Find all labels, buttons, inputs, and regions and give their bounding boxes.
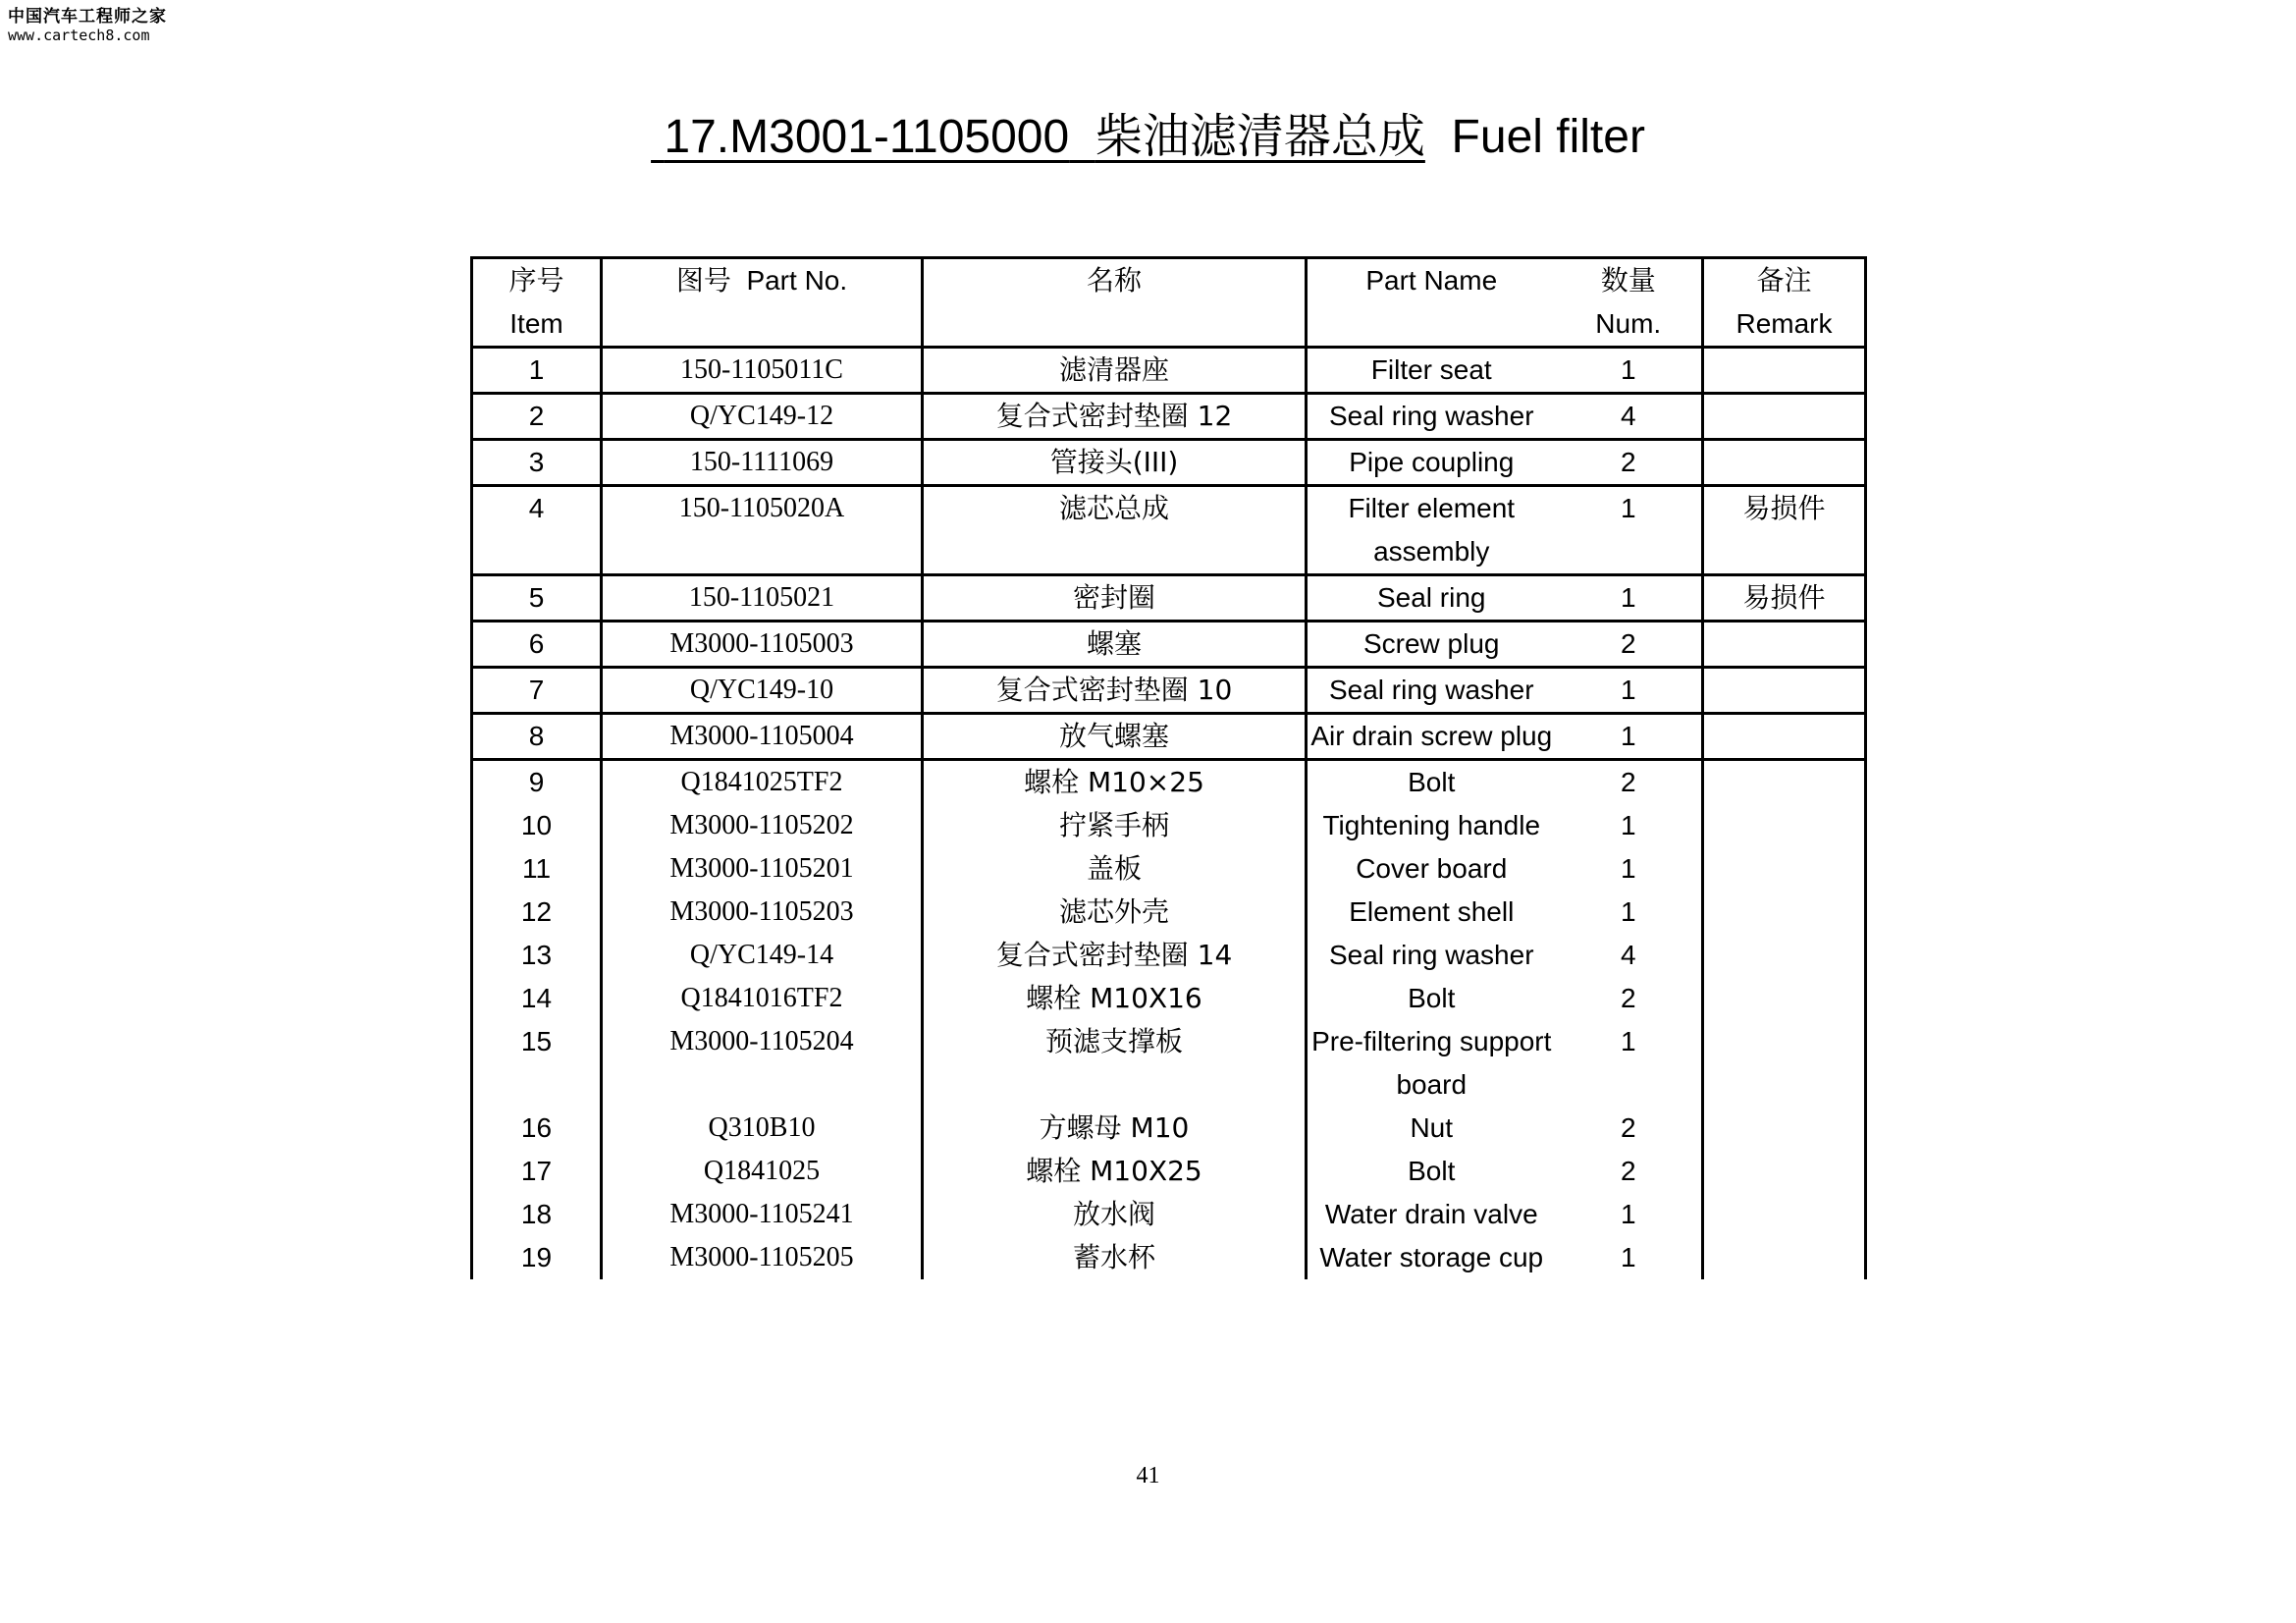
cell-item: 8 [472,714,602,760]
cell-item: 14 [472,977,602,1020]
cell-num: 1 [1556,486,1703,575]
cell-remark [1703,760,1866,805]
watermark-url: www.cartech8.com [8,26,150,44]
cell-name-cn: 螺塞 [923,622,1307,668]
cell-remark [1703,1150,1866,1193]
cell-num: 1 [1556,847,1703,891]
header-partno-en: Part No. [746,265,848,296]
cell-num: 1 [1556,348,1703,394]
header-name-cn-label: 名称 [1086,264,1142,297]
cell-part-no: Q1841016TF2 [602,977,923,1020]
cell-item: 6 [472,622,602,668]
cell-part-name: Water drain valve [1307,1193,1556,1236]
cell-remark [1703,440,1866,486]
cell-name-cn: 复合式密封垫圈 14 [923,934,1307,977]
cell-part-name: Filter seat [1307,348,1556,394]
watermark-cn: 中国汽车工程师之家 [8,7,167,27]
header-part-name [1307,258,1556,348]
cell-name-cn: 螺栓 M10X25 [923,1150,1307,1193]
cell-part-name: Element shell [1307,891,1556,934]
cell-part-name: Nut [1307,1107,1556,1150]
cell-part-name: Tightening handle [1307,804,1556,847]
table-row [472,891,1866,934]
header-item-cn: 序号 [508,264,564,297]
table-row [472,714,1866,760]
cell-remark [1703,348,1866,394]
cell-remark [1703,847,1866,891]
cell-part-no: Q/YC149-14 [602,934,923,977]
cell-part-no: 150-1111069 [602,440,923,486]
table-row [472,348,1866,394]
cell-part-name: Seal ring washer [1307,668,1556,714]
cell-part-name: Seal ring [1307,575,1556,622]
table-header-row [472,258,1866,348]
cell-num: 1 [1556,1193,1703,1236]
cell-part-no: M3000-1105201 [602,847,923,891]
cell-item: 15 [472,1020,602,1107]
cell-name-cn: 滤芯外壳 [923,891,1307,934]
header-remark [1703,258,1866,348]
cell-num: 2 [1556,1107,1703,1150]
cell-num: 1 [1556,1236,1703,1279]
header-remark-en: Remark [1735,308,1833,339]
cell-remark [1703,622,1866,668]
cell-num: 1 [1556,891,1703,934]
cell-num: 2 [1556,1150,1703,1193]
cell-name-cn: 滤清器座 [923,348,1307,394]
header-partname-en: Part Name [1365,265,1498,296]
cell-remark [1703,1107,1866,1150]
cell-item: 1 [472,348,602,394]
cell-item: 5 [472,575,602,622]
cell-item: 11 [472,847,602,891]
cell-item: 17 [472,1150,602,1193]
cell-item: 18 [472,1193,602,1236]
header-name-cn [923,258,1307,348]
header-num-cn: 数量 [1600,264,1656,297]
cell-num: 4 [1556,394,1703,440]
cell-part-name: Bolt [1307,760,1556,805]
table-row [472,977,1866,1020]
cell-name-cn: 预滤支撑板 [923,1020,1307,1107]
cell-remark [1703,804,1866,847]
cell-name-cn: 盖板 [923,847,1307,891]
table-row [472,1193,1866,1236]
table-row [472,668,1866,714]
cell-name-cn: 放气螺塞 [923,714,1307,760]
header-part-no [602,258,923,348]
cell-num: 1 [1556,1020,1703,1107]
cell-part-name: Filter element assembly [1307,486,1556,575]
cell-part-name: Seal ring washer [1307,934,1556,977]
table-row [472,847,1866,891]
cell-part-no: M3000-1105004 [602,714,923,760]
cell-name-cn: 方螺母 M10 [923,1107,1307,1150]
cell-name-cn: 复合式密封垫圈 12 [923,394,1307,440]
table-row [472,760,1866,805]
cell-part-name: Pipe coupling [1307,440,1556,486]
cell-item: 3 [472,440,602,486]
cell-remark [1703,1020,1866,1107]
header-num [1556,258,1703,348]
cell-part-name: Bolt [1307,977,1556,1020]
cell-item: 19 [472,1236,602,1279]
cell-item: 10 [472,804,602,847]
cell-num: 1 [1556,804,1703,847]
cell-part-name: Pre-filtering support board [1307,1020,1556,1107]
cell-part-no: 150-1105021 [602,575,923,622]
title-underlined [651,111,1425,163]
table-row [472,1020,1866,1107]
cell-num: 1 [1556,575,1703,622]
cell-remark: 易损件 [1703,575,1866,622]
cell-item: 2 [472,394,602,440]
cell-remark [1703,1236,1866,1279]
cell-item: 9 [472,760,602,805]
cell-remark: 易损件 [1703,486,1866,575]
cell-remark [1703,394,1866,440]
cell-part-name: Seal ring washer [1307,394,1556,440]
cell-remark [1703,934,1866,977]
cell-part-no: M3000-1105205 [602,1236,923,1279]
cell-name-cn: 管接头(III) [923,440,1307,486]
cell-part-no: M3000-1105241 [602,1193,923,1236]
header-partno-cn: 图号 [675,264,731,297]
cell-num: 4 [1556,934,1703,977]
page-title [0,98,2296,166]
cell-remark [1703,1193,1866,1236]
cell-part-no: Q1841025 [602,1150,923,1193]
cell-part-no: Q/YC149-12 [602,394,923,440]
cell-part-no: Q/YC149-10 [602,668,923,714]
cell-remark [1703,714,1866,760]
header-item [472,258,602,348]
title-en: Fuel filter [1451,111,1645,163]
cell-part-no: Q310B10 [602,1107,923,1150]
table-row [472,1236,1866,1279]
cell-part-no: 150-1105011C [602,348,923,394]
cell-item: 4 [472,486,602,575]
title-cn: 柴油滤清器总成 [1095,109,1425,164]
watermark [8,8,167,44]
cell-remark [1703,668,1866,714]
page-number: 41 [1136,1463,1160,1488]
cell-part-name: Water storage cup [1307,1236,1556,1279]
cell-part-no: Q1841025TF2 [602,760,923,805]
cell-remark [1703,977,1866,1020]
cell-name-cn: 密封圈 [923,575,1307,622]
header-num-en: Num. [1595,308,1662,339]
cell-part-no: M3000-1105003 [602,622,923,668]
table-row [472,1150,1866,1193]
cell-name-cn: 蓄水杯 [923,1236,1307,1279]
cell-item: 13 [472,934,602,977]
cell-num: 1 [1556,668,1703,714]
table-row [472,394,1866,440]
table-row [472,1107,1866,1150]
cell-item: 16 [472,1107,602,1150]
table-row [472,486,1866,575]
header-remark-cn: 备注 [1756,264,1812,297]
cell-part-no: M3000-1105202 [602,804,923,847]
cell-part-no: M3000-1105204 [602,1020,923,1107]
cell-item: 12 [472,891,602,934]
cell-num: 2 [1556,622,1703,668]
cell-item: 7 [472,668,602,714]
parts-table-body [472,348,1866,1280]
cell-name-cn: 复合式密封垫圈 10 [923,668,1307,714]
cell-num: 1 [1556,714,1703,760]
table-row [472,804,1866,847]
cell-name-cn: 螺栓 M10×25 [923,760,1307,805]
cell-part-no: M3000-1105203 [602,891,923,934]
header-item-en: Item [509,308,563,339]
parts-table [470,256,1867,1279]
cell-num: 2 [1556,760,1703,805]
cell-name-cn: 拧紧手柄 [923,804,1307,847]
table-row [472,575,1866,622]
cell-num: 2 [1556,440,1703,486]
cell-num: 2 [1556,977,1703,1020]
table-row [472,440,1866,486]
cell-part-name: Air drain screw plug [1307,714,1556,760]
cell-name-cn: 螺栓 M10X16 [923,977,1307,1020]
cell-part-name: Bolt [1307,1150,1556,1193]
cell-part-name: Cover board [1307,847,1556,891]
cell-part-name: Screw plug [1307,622,1556,668]
cell-name-cn: 滤芯总成 [923,486,1307,575]
table-row [472,622,1866,668]
cell-remark [1703,891,1866,934]
title-code: 17.M3001-1105000 [664,111,1070,163]
cell-part-no: 150-1105020A [602,486,923,575]
cell-name-cn: 放水阀 [923,1193,1307,1236]
table-row [472,934,1866,977]
